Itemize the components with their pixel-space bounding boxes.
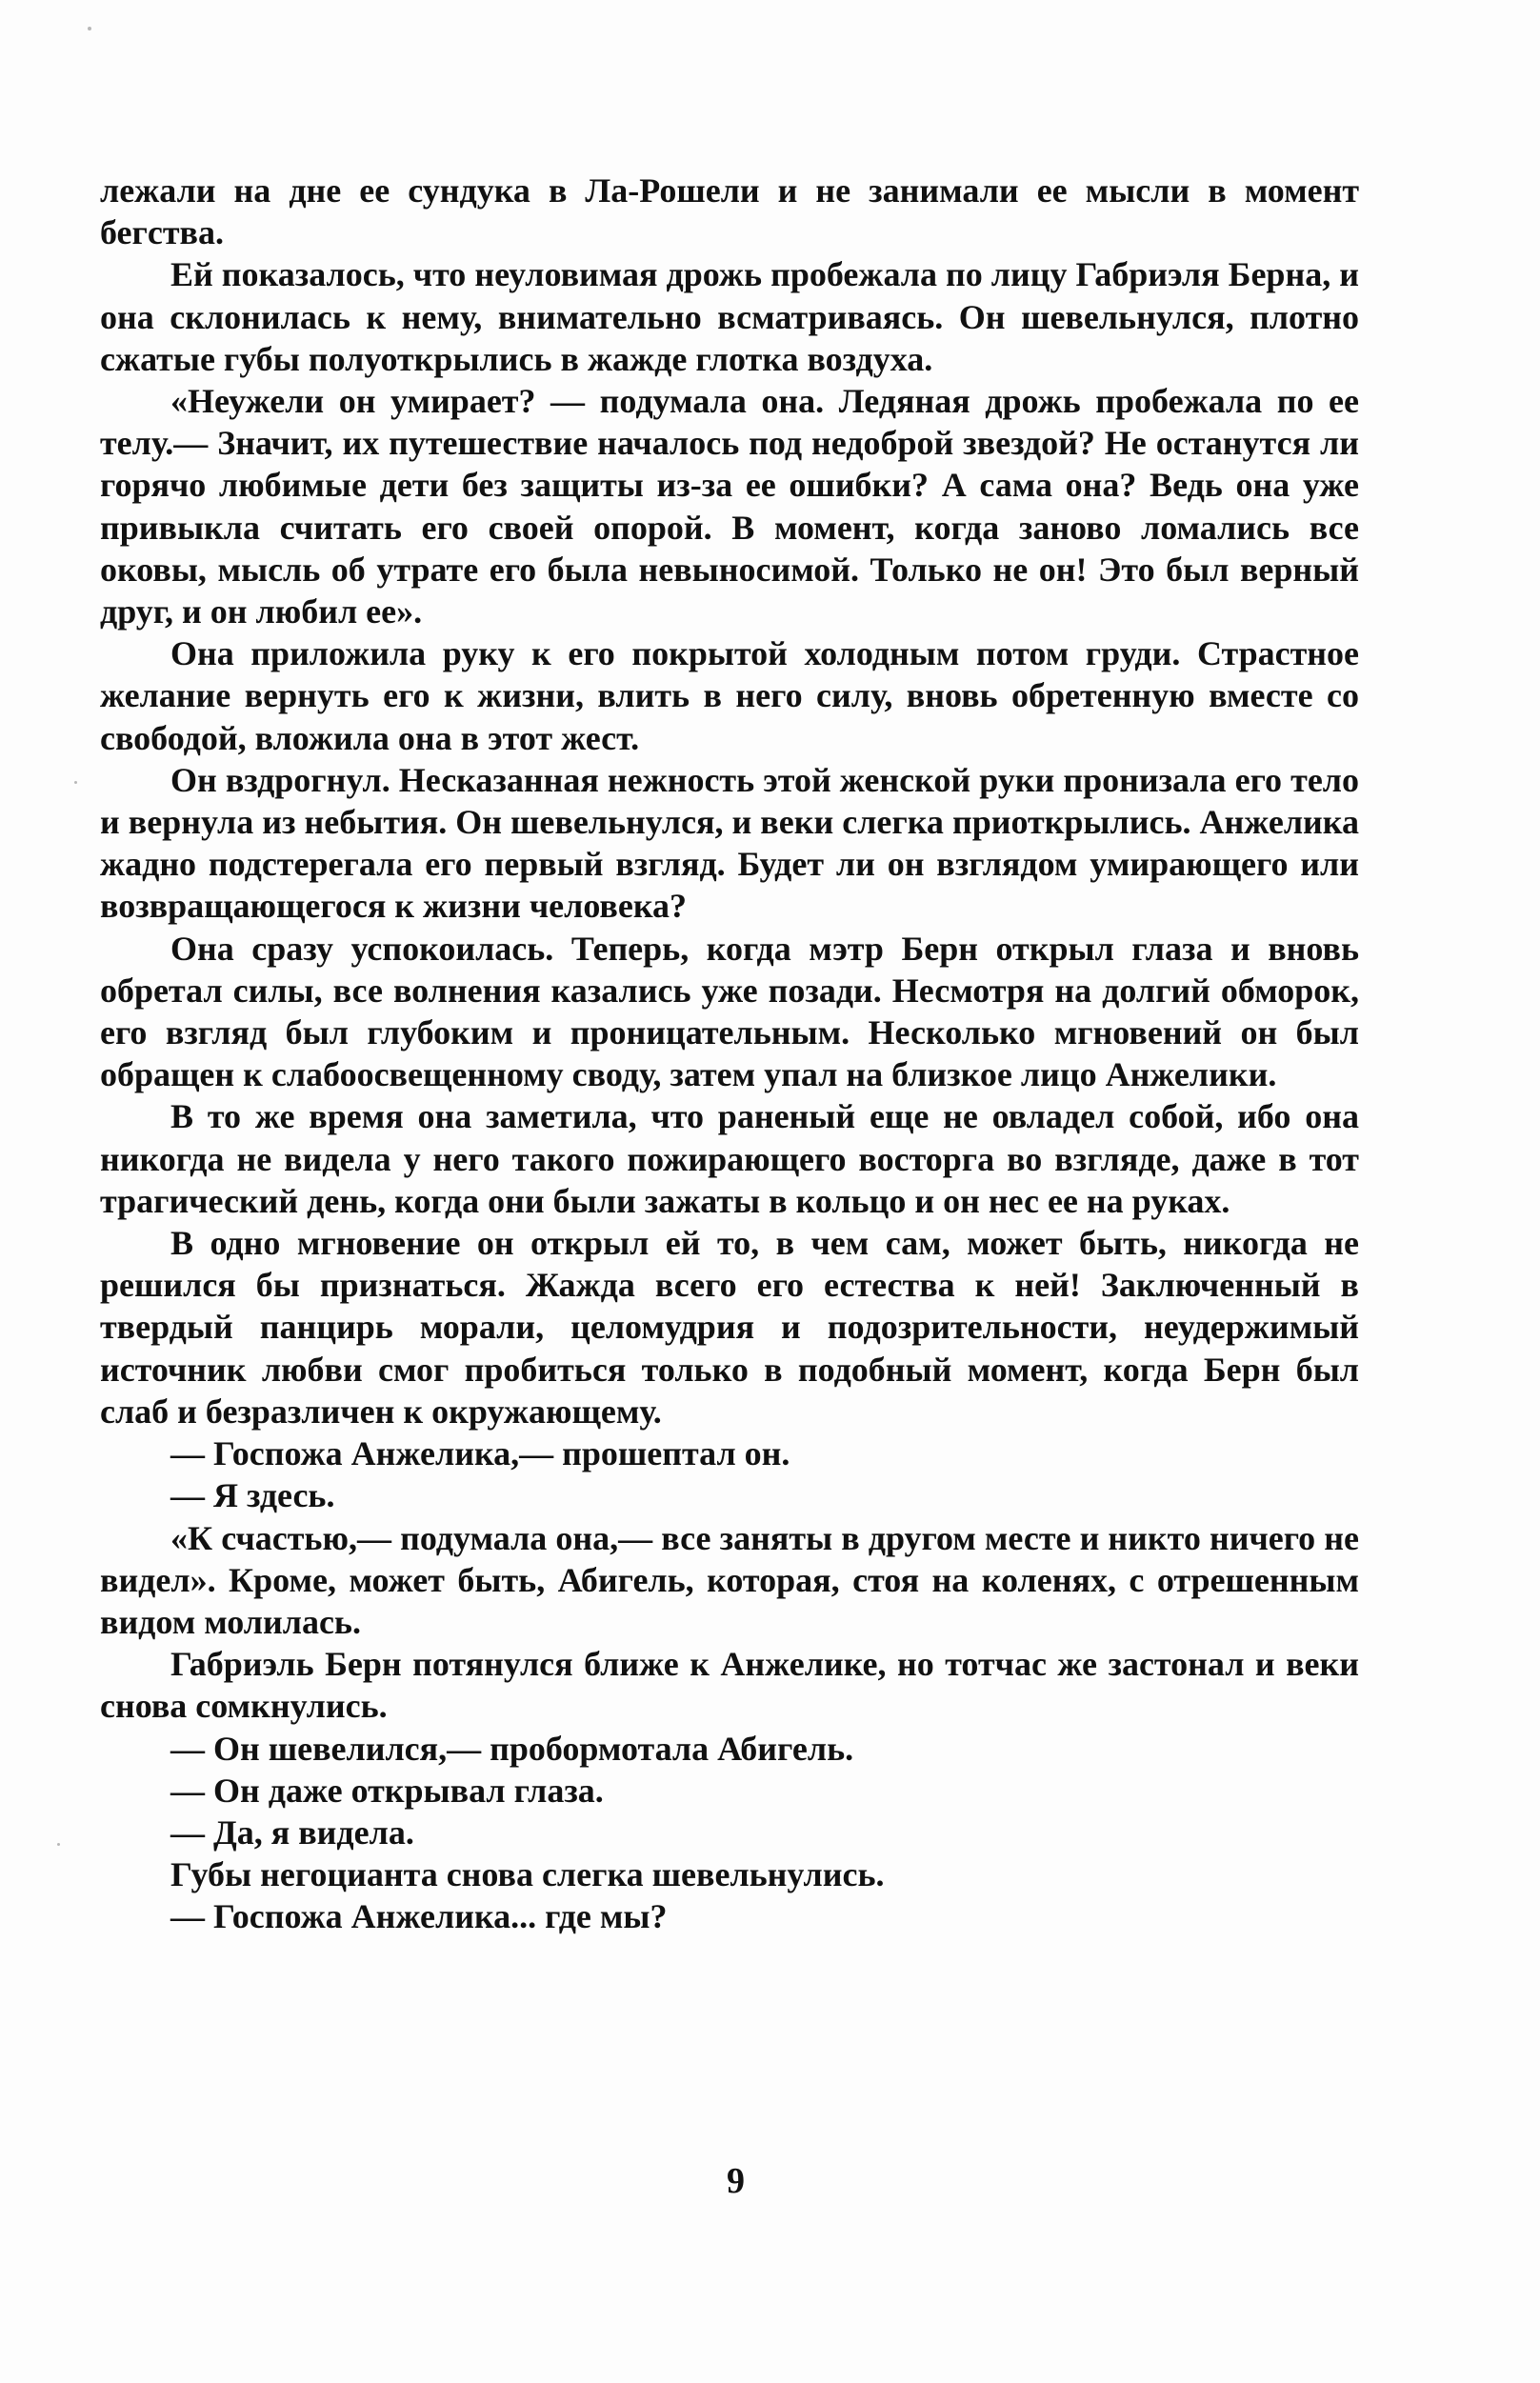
paper-speck — [88, 27, 91, 30]
page-number: 9 — [727, 2161, 745, 2201]
dialogue-line: — Госпожа Анжелика... где мы? — [170, 1897, 668, 1936]
paragraph: «Неужели он умирает? — подумала она. Ледяная дрожь пробежала по ее телу.— Значит, их путешествие началось под недоброй звездой? Не останутся ли горячо любимые дети без защиты из-за ее ошибки? А сама она? Ведь она уже привыкла считать его своей опорой. В момент, когда заново ломались все оковы, мысль об утрате его была невыносимой. Только не он! Это был верный друг, и он любил ее». — [100, 382, 1359, 631]
dialogue-line: — Он шевелился,— пробормотала Абигель. — [170, 1729, 854, 1768]
paragraph: Ей показалось, что неуловимая дрожь пробежала по лицу Габриэля Берна, и она склонилась к нему, внимательно всматриваясь. Он шевельнулся, плотно сжатые губы полуоткрылись в жажде глотка воздуха. — [100, 255, 1359, 378]
paragraph: В то же время она заметила, что раненый еще не овладел собой, ибо она никогда не видела у него такого пожирающего восторга во взгляде, даже в тот трагический день, когда они были зажаты в кольцо и он нес ее на руках. — [100, 1097, 1359, 1220]
paragraph: «К счастью,— подумала она,— все заняты в другом месте и никто ничего не видел». Кроме, может быть, Абигель, которая, стоя на коленях, с отрешенным видом молилась. — [100, 1518, 1359, 1641]
paper-speck — [57, 1843, 60, 1846]
paragraph: Габриэль Берн потянулся ближе к Анжелике, но тотчас же застонал и веки снова сомкнулись. — [100, 1645, 1359, 1726]
paragraph: В одно мгновение он открыл ей то, в чем сам, может быть, никогда не решился бы признаться. Жажда всего его естества к ней! Заключенный в твердый панцирь морали, целомудрия и подозрительности, неудержимый источник любви смог пробиться только в подобный момент, когда Берн был слаб и безразличен к окружающему. — [100, 1224, 1359, 1431]
dialogue-line: — Он даже открывал глаза. — [170, 1771, 604, 1810]
paragraph: лежали на дне ее сундука в Ла-Рошели и не занимали ее мысли в момент бегства. — [100, 171, 1359, 252]
body-text — [100, 170, 1359, 1938]
dialogue-line: — Я здесь. — [170, 1476, 335, 1515]
paragraph: Он вздрогнул. Несказанная нежность этой женской руки пронизала его тело и вернула из небытия. Он шевельнулся, и веки слегка приоткрылись. Анжелика жадно подстерегала его первый взгляд. Будет ли он взглядом умирающего или возвращающегося к жизни человека? — [100, 760, 1359, 926]
dialogue-line: — Госпожа Анжелика,— прошептал он. — [170, 1434, 790, 1473]
paragraph: Она сразу успокоилась. Теперь, когда мэтр Берн открыл глаза и вновь обретал силы, все волнения казались уже позади. Несмотря на долгий обморок, его взгляд был глубоким и проницательным. Несколько мгновений он был обращен к слабоосвещенному своду, затем упал на близкое лицо Анжелики. — [100, 929, 1359, 1094]
paragraph: Губы негоцианта снова слегка шевельнулись. — [170, 1855, 885, 1894]
paper-speck — [74, 781, 77, 784]
dialogue-line: — Да, я видела. — [170, 1812, 414, 1852]
paragraph: Она приложила руку к его покрытой холодным потом груди. Страстное желание вернуть его к жизни, влить в него силу, вновь обретенную вместе со свободой, вложила она в этот жест. — [100, 634, 1359, 757]
